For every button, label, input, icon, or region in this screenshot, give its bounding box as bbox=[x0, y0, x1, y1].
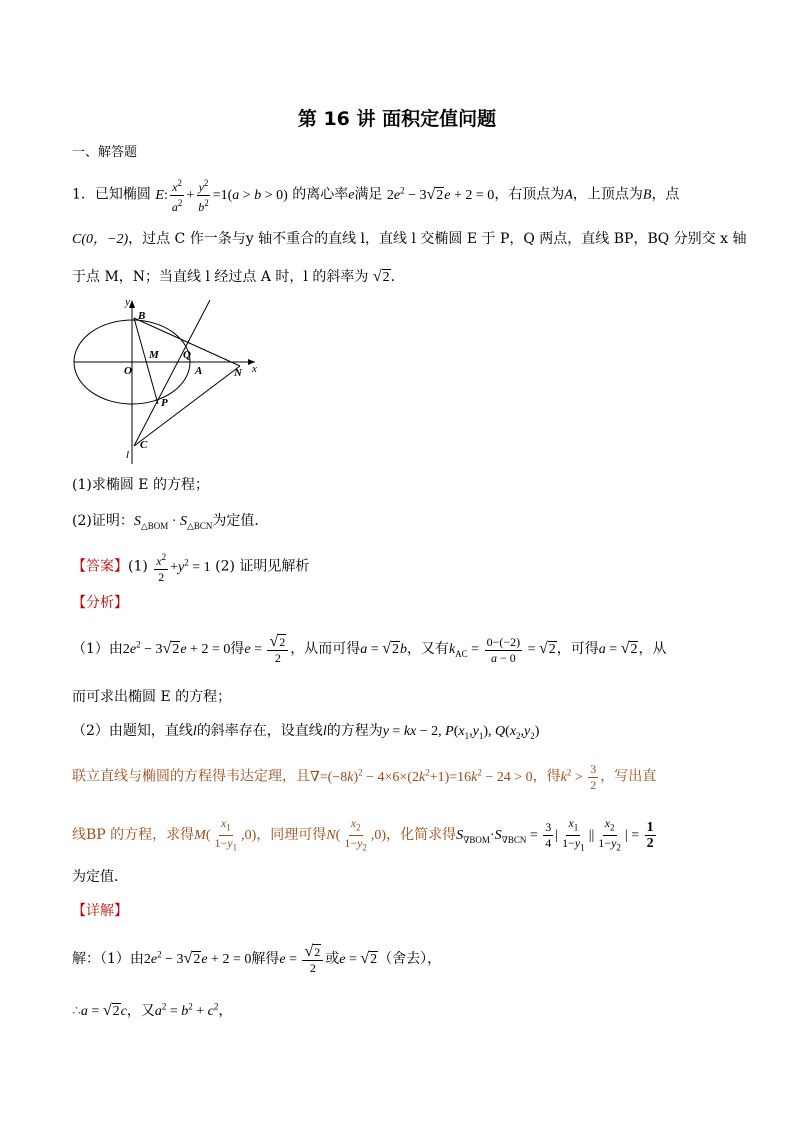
analysis-text: ，可得 bbox=[556, 641, 599, 658]
problem-text: 于点 M，N；当直线 l 经过点 A 时，l 的斜率为 bbox=[72, 269, 369, 285]
point-c: C(0，−2) bbox=[72, 232, 129, 247]
problem-line-1: 1．已知椭圆 E: $\frac{x^2}{a^2}$ + $\frac{y^2}{b^2}$ =1(a > b > 0) 的离心率e满足 $2e^2 - 3√2e + 2 = 0$，右顶点为A，上顶点为B，点 bbox=[72, 178, 680, 214]
analysis-text: （1）由 bbox=[72, 641, 123, 658]
label-b: B bbox=[138, 310, 146, 322]
analysis-text: 的斜率存在，设直线 bbox=[196, 723, 323, 739]
label-a: A bbox=[195, 365, 203, 377]
analysis-text: 联立直线与椭圆的方程得韦达定理，且 bbox=[72, 768, 310, 785]
analysis-text: ，化简求得 bbox=[386, 827, 457, 844]
analysis-text: ，从 bbox=[638, 641, 667, 658]
analysis-line-6: 为定值． bbox=[72, 869, 128, 885]
question-2-prefix: (2)证明： bbox=[72, 513, 134, 529]
detail-text: 或 bbox=[325, 951, 340, 968]
analysis-line-2: 而可求出椭圆 E 的方程； bbox=[72, 689, 232, 705]
analysis-text: ，写出直 bbox=[600, 768, 657, 785]
analysis-text: （2）由题知，直线 bbox=[72, 723, 193, 739]
problem-intro: 1．已知椭圆 bbox=[72, 186, 151, 203]
therefore-symbol: ∴ bbox=[72, 1003, 81, 1019]
label-o: O bbox=[124, 365, 132, 377]
analysis-line-3: （2）由题知，直线l的斜率存在，设直线l的方程为y = kx − 2, $P(x_1,y_1)$, $Q(x_2,y_2)$ bbox=[72, 723, 540, 741]
label-p: P bbox=[161, 397, 168, 409]
problem-line-3: 于点 M，N；当直线 l 经过点 A 时，l 的斜率为 √2． bbox=[72, 268, 405, 285]
detail-text: ， bbox=[218, 1003, 233, 1019]
analysis-line-4: 联立直线与椭圆的方程得韦达定理，且$\nabla=(-8k)^2 - 4\times 6\times(2k^2+1)=16k^2 - 24 > 0$，得$k^2$ > $\frac{3}{2}$ ，写出直 bbox=[72, 762, 657, 792]
problem-text: ，点 bbox=[651, 186, 680, 203]
label-x: x bbox=[252, 363, 257, 375]
label-m: M bbox=[149, 349, 159, 361]
answer-label: 【答案】 bbox=[72, 558, 128, 575]
label-c: C bbox=[140, 439, 148, 451]
analysis-label: 【分析】 bbox=[72, 595, 128, 611]
problem-text: ，右顶点为 bbox=[494, 186, 565, 203]
question-2-suffix: 为定值． bbox=[212, 513, 269, 529]
problem-text: ，过点 C 作一条与y 轴不重合的直线 l，直线 l 交椭圆 E 于 P，Q 两点，直线 BP，BQ 分别交 x 轴 bbox=[128, 231, 747, 247]
answer-part-1: (1) bbox=[128, 558, 148, 575]
detail-line-1: 解：（1）由$2e^2 - 3√2e + 2 = 0$解得e = $\frac{√2}{2}$ 或e = √2（舍去）， bbox=[72, 943, 442, 975]
analysis-text: ，又有 bbox=[406, 641, 449, 658]
analysis-text: 得 bbox=[230, 641, 245, 658]
analysis-text: ，同理可得 bbox=[256, 827, 327, 844]
analysis-text: 的方程为 bbox=[326, 723, 383, 739]
page-title: 第 16 讲 面积定值问题 bbox=[297, 108, 497, 130]
detail-line-2: ∴a = √2c，又$a^2 = b^2 + c^2$， bbox=[72, 1001, 233, 1019]
analysis-text: ，得 bbox=[532, 768, 561, 785]
analysis-line-1: （1）由$2e^2 - 3√2e + 2 = 0$得e = $\frac{√2}{2}$ ，从而可得a = √2b，又有$k_{AC}$ = $\frac{0-(-2)}{a - 0}$ = √2，可得a = √2，从 bbox=[72, 633, 667, 665]
answer-line: 【答案】(1) $\frac{x^2}{2}$ $+y^2 = 1$ (2) 证明见解析 bbox=[72, 552, 310, 584]
detail-text: 解：（1）由 bbox=[72, 951, 144, 968]
detail-text: 解得 bbox=[251, 951, 280, 968]
label-y: y bbox=[125, 296, 130, 308]
label-l: l bbox=[126, 449, 130, 461]
question-2: (2)证明：$S_{\triangle BOM} \cdot S_{\triangle BCN}$为定值． bbox=[72, 513, 269, 531]
section-heading: 一、解答题 bbox=[72, 145, 138, 160]
analysis-text: 线BP 的方程，求得 bbox=[72, 827, 195, 844]
detail-text: ，又 bbox=[126, 1003, 155, 1019]
detail-label: 【详解】 bbox=[72, 903, 128, 919]
label-n: N bbox=[234, 367, 242, 379]
problem-line-2 bbox=[72, 228, 746, 248]
ellipse-figure bbox=[70, 296, 270, 464]
question-1: (1)求椭圆 E 的方程； bbox=[72, 477, 209, 493]
problem-text: 满足 bbox=[354, 186, 383, 203]
analysis-line-5: 线BP 的方程，求得M( $\frac{x_1}{1-y_1}$ ,0)，同理可得N( $\frac{x_2}{1-y_2}$ ,0)，化简求得$S_{\nabla BOM}\cdot S_{\nabla BCN}$ = $\frac{3}{4}$ | $\frac{x_1}{1-y_1}$ || $\frac{x_2}{1-y_2}$ | = $\frac{1}{2}$ bbox=[72, 816, 654, 853]
label-q: Q bbox=[183, 349, 191, 361]
answer-part-2: (2) 证明见解析 bbox=[215, 558, 310, 575]
problem-text: ，上顶点为 bbox=[572, 186, 643, 203]
analysis-text: ，从而可得 bbox=[290, 641, 361, 658]
problem-text: 的离心率 bbox=[292, 186, 349, 203]
detail-text: （舍去）， bbox=[378, 951, 442, 968]
